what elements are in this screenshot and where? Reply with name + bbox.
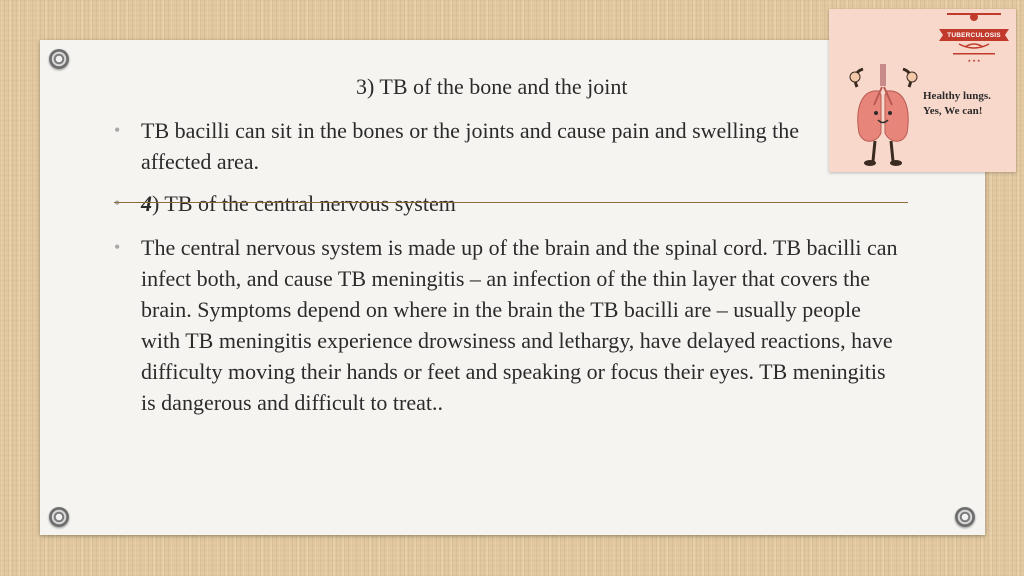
- section-number: 4: [141, 191, 152, 216]
- badge-slogan: [923, 89, 1015, 119]
- slogan-line: Healthy lungs.: [923, 90, 991, 102]
- bullet-text: TB bacilli can sit in the bones or the joints and cause pain and swelling the affected area.: [141, 118, 800, 174]
- pin-icon: [49, 507, 69, 527]
- bullet-text: The central nervous system is made up of the brain and the spinal cord. TB bacilli can infect both, and cause TB meningitis – an infection of the thin layer that covers the brain. Symptoms depend on where in the brain the TB bacilli are – usually people with TB meningitis experience drowsiness and lethargy, have delayed reactions, have difficulty moving their hands or feet and speaking or focus their eyes. TB meningitis is dangerous and difficult to treat..: [141, 235, 898, 415]
- bullet-item: [114, 188, 614, 219]
- bullet-icon: •: [114, 193, 121, 213]
- bullet-item: [114, 232, 904, 452]
- pin-icon: [49, 49, 69, 69]
- section-title: ) TB of the central nervous system: [152, 191, 456, 216]
- banner-text: TUBERCULOSIS: [947, 32, 1001, 39]
- pin-icon: [955, 507, 975, 527]
- bullet-text: [141, 188, 456, 219]
- divider-line: [114, 202, 908, 203]
- slogan-line: Yes, We can!: [923, 105, 983, 117]
- bullet-icon: •: [114, 120, 121, 140]
- world-tb-day-badge: [829, 9, 1016, 172]
- svg-text:★ ★ ★: ★ ★ ★: [967, 58, 981, 63]
- bullet-icon: •: [114, 237, 121, 257]
- bullet-item: [114, 115, 834, 177]
- slide-heading: 3) TB of the bone and the joint: [356, 74, 628, 99]
